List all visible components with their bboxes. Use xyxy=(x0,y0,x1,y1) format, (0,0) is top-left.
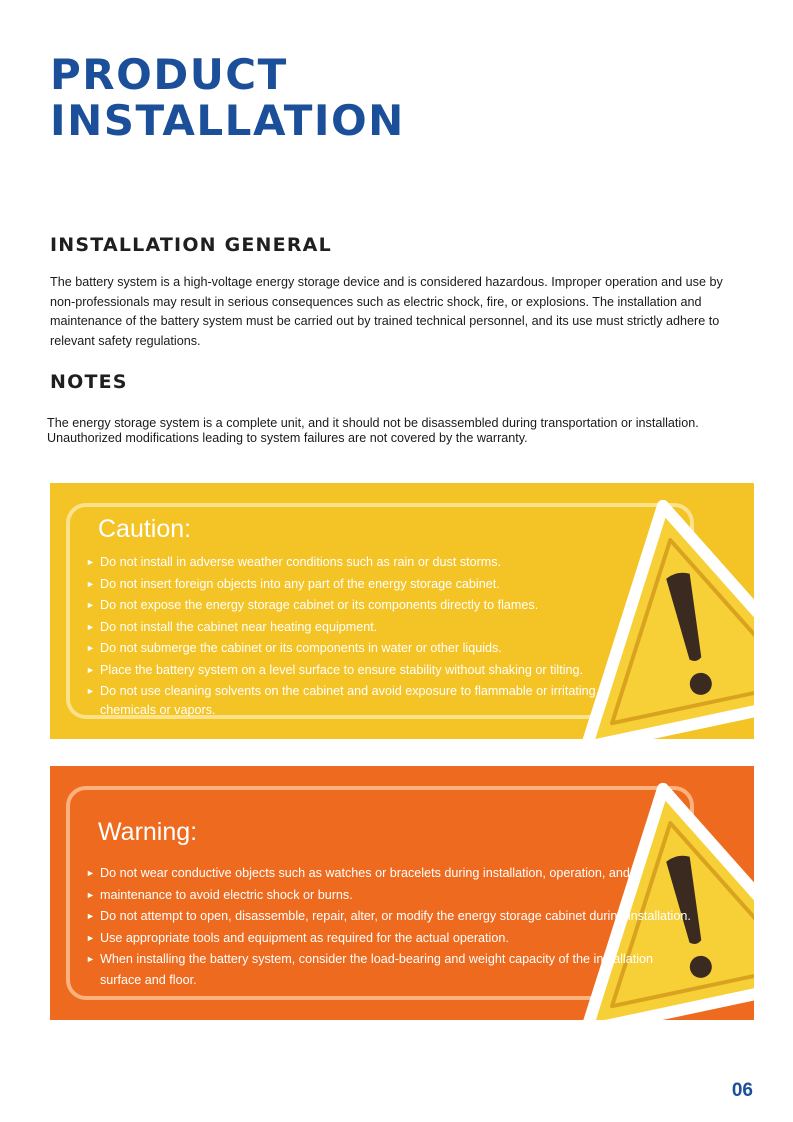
triangle-bullet-icon: ► xyxy=(86,954,95,964)
caution-heading: Caution: xyxy=(98,515,192,543)
list-item: ► Do not expose the energy storage cabinet or its components directly to flames. xyxy=(82,596,722,618)
page-title-line2: INSTALLATION xyxy=(50,96,405,145)
list-item: ► maintenance to avoid electric shock or burns. xyxy=(82,885,722,907)
triangle-bullet-icon: ► xyxy=(86,889,95,900)
list-item: ► Do not wear conductive objects such as watches or bracelets during installation, operation, and xyxy=(82,863,722,885)
triangle-bullet-icon: ► xyxy=(86,911,95,921)
notes-heading: NOTES xyxy=(50,371,128,393)
triangle-bullet-icon: ► xyxy=(86,557,95,567)
list-item: ► Do not attempt to open, disassemble, repair, alter, or modify the energy storage cabinet during installation. xyxy=(82,906,722,928)
triangle-bullet-icon: ► xyxy=(86,664,95,675)
triangle-bullet-icon: ► xyxy=(86,686,95,696)
page-title xyxy=(50,52,405,144)
notes-text: The energy storage system is a complete unit, and it should not be disassembled during transportation or installation. Unauthorized modifications leading to system failures are not covered by the warranty. xyxy=(47,416,699,445)
page-number: 06 xyxy=(731,1080,753,1101)
triangle-bullet-icon: ► xyxy=(86,600,95,610)
list-item: ► Place the battery system on a level surface to ensure stability without shaking or tilting. xyxy=(82,661,722,683)
list-item: ► Do not use cleaning solvents on the cabinet and avoid exposure to flammable or irritating chemicals or vapors. xyxy=(86,684,596,717)
triangle-bullet-icon: ► xyxy=(86,643,95,653)
triangle-bullet-icon: ► xyxy=(86,932,95,943)
page-title-line1: PRODUCT xyxy=(50,50,288,99)
warning-heading: Warning: xyxy=(98,818,198,846)
installation-general-heading: INSTALLATION GENERAL xyxy=(50,234,332,256)
triangle-bullet-icon: ► xyxy=(86,868,95,878)
list-item: ► Use appropriate tools and equipment as required for the actual operation. xyxy=(82,928,722,950)
installation-general-text: The battery system is a high-voltage energy storage device and is considered hazardous. Improper operation and use by non-professionals may result in serious consequences such as electric shock, fire, or explosions. The installation and maintenance of the battery system must be carried out by trained technical personnel, and its use must strictly adhere to relevant safety regulations. xyxy=(50,275,723,348)
list-item: ► Do not insert foreign objects into any part of the energy storage cabinet. xyxy=(82,575,722,597)
warning-panel xyxy=(50,766,754,1020)
list-item: ► When installing the battery system, consider the load-bearing and weight capacity of the installation surface and floor. xyxy=(82,949,680,991)
triangle-bullet-icon: ► xyxy=(86,621,95,632)
list-item: ► Do not install the cabinet near heating equipment. xyxy=(82,618,722,640)
warning-list xyxy=(82,863,722,991)
list-item: ► Do not submerge the cabinet or its components in water or other liquids. xyxy=(82,639,722,661)
list-item: ► Do not install in adverse weather conditions such as rain or dust storms. xyxy=(82,553,722,575)
triangle-bullet-icon: ► xyxy=(86,578,95,589)
caution-panel xyxy=(50,483,754,739)
caution-list xyxy=(82,553,722,720)
